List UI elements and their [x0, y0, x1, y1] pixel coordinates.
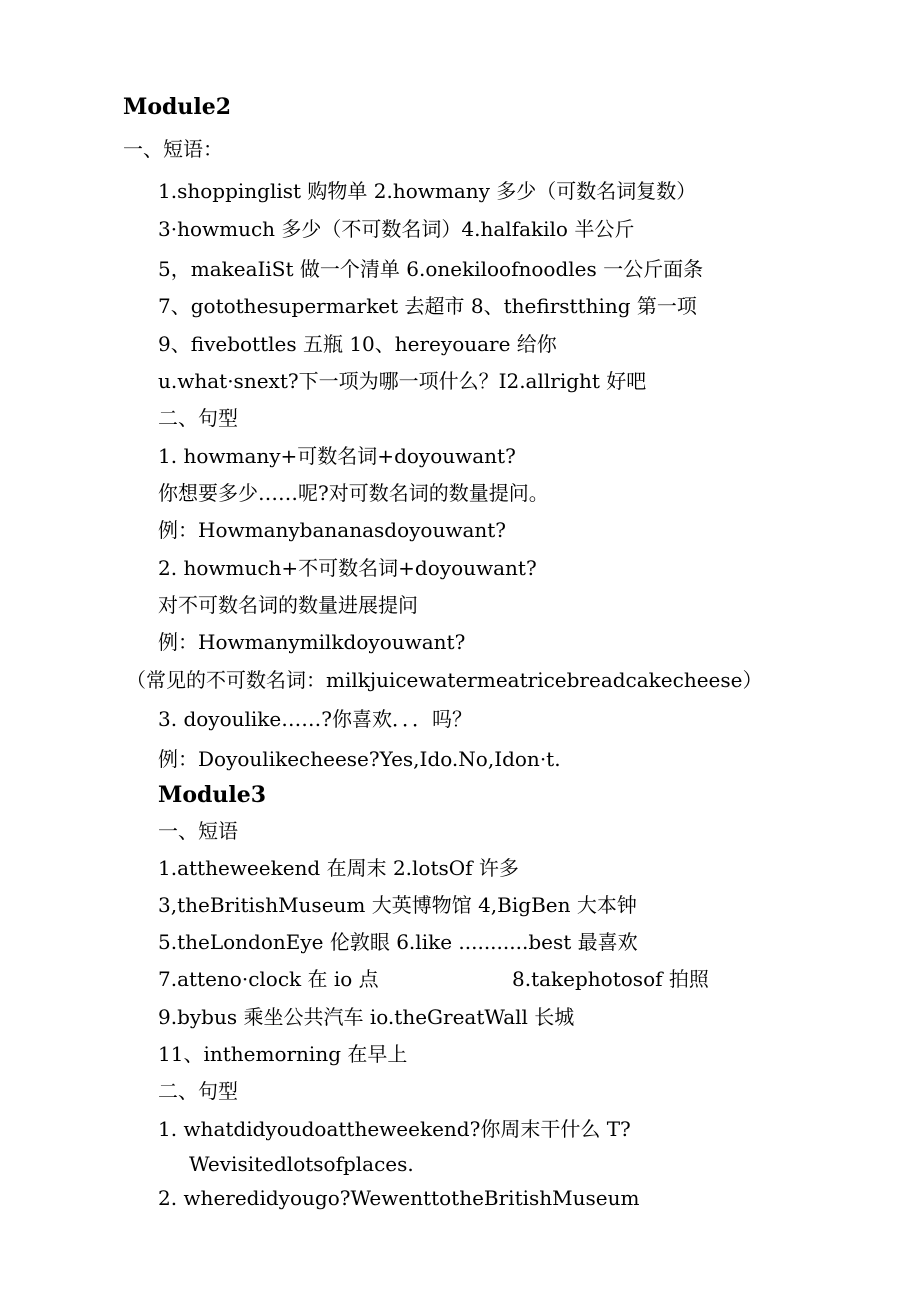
module3-sentences-heading: 二、句型: [158, 1079, 238, 1103]
module3-heading: Module3: [158, 782, 267, 808]
module3-phrase-line-6: 11、inthemorning 在早上: [158, 1042, 408, 1066]
module3-phrases-heading: 一、短语: [158, 819, 238, 843]
module2-phrase-line-1: 1.shoppinglist 购物单 2.howmany 多少（可数名词复数）: [158, 179, 697, 203]
module3-phrase-line-2: 3,theBritishMuseum 大英博物馆 4,BigBen 大本钟: [158, 893, 637, 917]
module3-sentence-2: 2. wheredidyougo?WewenttotheBritishMuseum: [158, 1186, 640, 1210]
module2-sentences-heading: 二、句型: [158, 406, 238, 430]
module3-phrase-line-4b: 8.takephotosof 拍照: [512, 967, 709, 991]
module3-phrase-line-4a: 7.atteno·clock 在 io 点: [158, 967, 379, 991]
module2-sentence-2-example: 例：Howmanymilkdoyouwant?: [158, 630, 466, 654]
module2-sentence-3: 3. doyoulike……?你喜欢．．．吗？: [158, 707, 472, 731]
module2-uncountable-nouns-note: （常见的不可数名词：milkjuicewatermeatricebreadcakecheese）: [126, 668, 763, 692]
module2-sentence-1: 1. howmany+可数名词+doyouwant?: [158, 444, 516, 468]
module2-phrase-line-4: 7、gotothesupermarket 去超市 8、thefirstthing 第一项: [158, 294, 697, 318]
module3-phrase-line-3: 5.theLondonEye 伦敦眼 6.like ...........best 最喜欢: [158, 930, 638, 954]
module2-sentence-2: 2. howmuch+不可数名词+doyouwant?: [158, 556, 537, 580]
module3-sentence-1-answer: Wevisitedlotsofplaces.: [189, 1152, 414, 1176]
module2-sentence-1-example: 例：Howmanybananasdoyouwant?: [158, 518, 507, 542]
module2-phrase-line-3: 5，makeaIiSt 做一个清单 6.onekiloofnoodles 一公斤面条: [158, 257, 704, 281]
module2-phrase-line-5: 9、fivebottles 五瓶 10、hereyouare 给你: [158, 332, 557, 356]
module2-heading: Module2: [123, 94, 232, 120]
module3-phrase-line-1: 1.attheweekend 在周末 2.lotsOf 许多: [158, 856, 519, 880]
module2-sentence-2-note: 对不可数名词的数量进展提问: [158, 593, 418, 617]
module2-phrase-line-6: u.what·snext?下一项为哪一项什么？I2.allright 好吧: [158, 369, 647, 393]
module3-phrase-line-5: 9.bybus 乘坐公共汽车 io.theGreatWall 长城: [158, 1005, 575, 1029]
module2-phrases-heading: 一、短语：: [123, 137, 223, 161]
module2-sentence-3-example: 例：Doyoulikecheese?Yes,Ido.No,Idon·t.: [158, 747, 561, 771]
module3-sentence-1: 1. whatdidyoudoattheweekend?你周末干什么 T?: [158, 1117, 631, 1141]
module2-sentence-1-note: 你想要多少……呢?对可数名词的数量提问。: [158, 481, 549, 505]
module2-phrase-line-2: 3·howmuch 多少（不可数名词）4.halfakilo 半公斤: [158, 217, 635, 241]
